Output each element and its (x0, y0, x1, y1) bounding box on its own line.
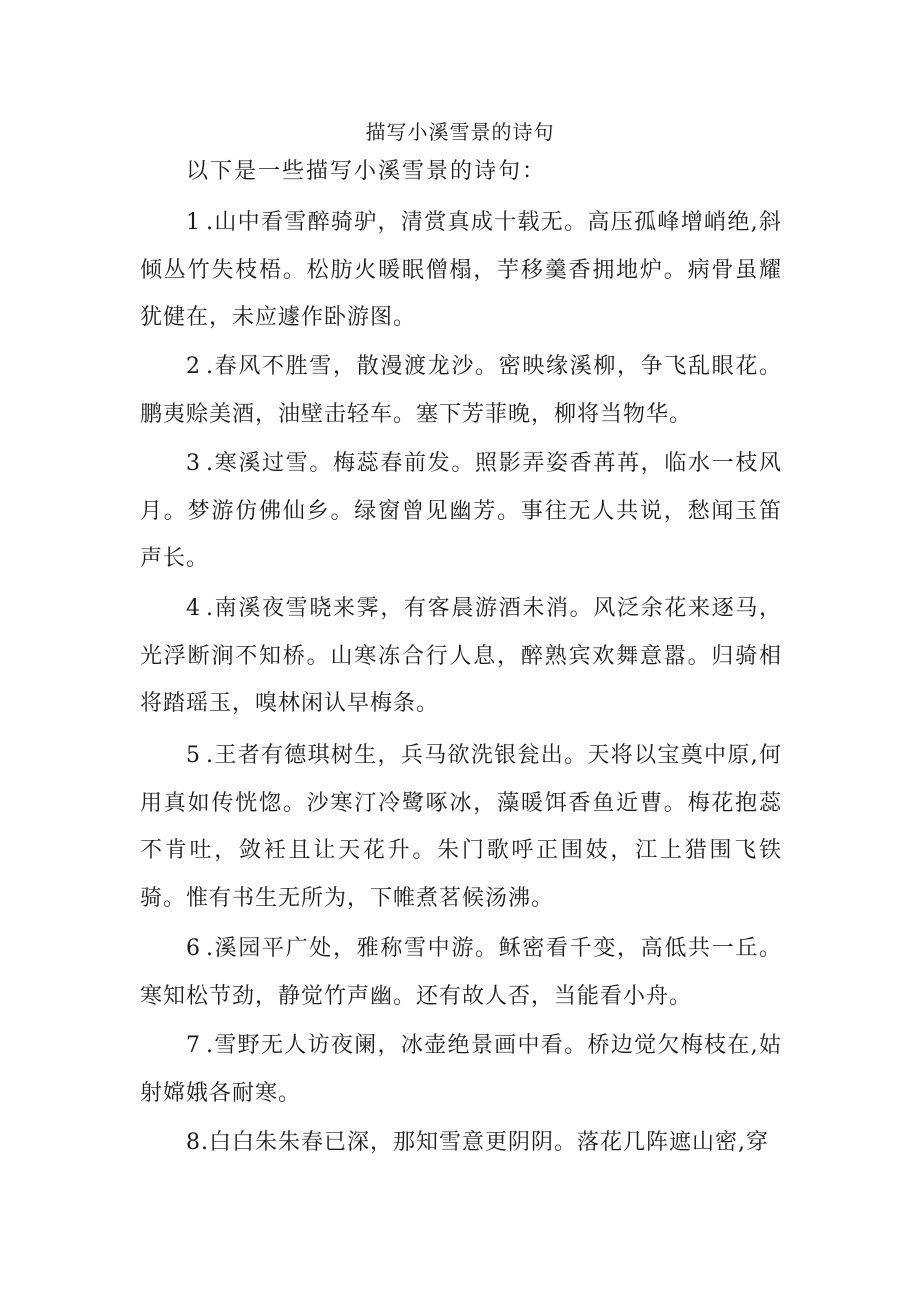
poem-number: 3 (186, 451, 206, 476)
intro-text: 以下是一些描写小溪雪景的诗句： (186, 159, 547, 184)
poem-2 (140, 343, 782, 438)
poem-text: .春风不胜雪，散漫渡龙沙。密映缘溪柳，争飞乱眼花。鹏夷赊美酒，油壁击轻车。塞下芳菲晚，柳将当物华。 (140, 354, 782, 427)
poem-number: 5 (186, 743, 206, 768)
poem-text: 白白朱朱春已深，那知雪意更阴阴。落花几阵遮山密,穿 (209, 1130, 769, 1155)
poem-4 (140, 585, 782, 728)
poem-3 (140, 440, 782, 583)
poem-7 (140, 1022, 782, 1117)
poem-text: .山中看雪醉骑驴，清赏真成十载无。高压孤峰增峭绝,斜倾丛竹失枝梧。松肪火暖眠僧榻，芋移羹香拥地炉。病骨虽耀犹健在，未应遽作卧游图。 (140, 210, 782, 330)
poem-text: .溪园平广处，雅称雪中游。稣密看千变，高低共一丘。寒知松节劲，静觉竹声幽。还有故人否，当能看小舟。 (140, 936, 782, 1009)
poem-text: .雪野无人访夜阑，冰壶绝景画中看。桥边觉欠梅枝在,姑射嫦娥各耐寒。 (140, 1033, 782, 1106)
poem-number: 4 (186, 596, 206, 621)
poem-5 (140, 732, 782, 922)
poem-text: .寒溪过雪。梅蕊春前发。照影弄姿香苒苒，临水一枝风月。梦游仿佛仙乡。绿窗曾见幽芳。事往无人共说，愁闻玉笛声长。 (140, 451, 782, 571)
poem-text: .王者有德琪树生，兵马欲洗银瓮出。天将以宝奠中原,何用真如传恍惚。沙寒汀冷鹭啄冰，藻暖饵香鱼近曹。梅花抱蕊不肯吐，敛衽且让天花升。朱门歌呼正围妓，江上猎围飞铁骑。惟有书生无所为，下帷煮茗候汤沸。 (140, 743, 782, 911)
poem-number: 1 (186, 210, 206, 235)
poem-number: 8. (186, 1130, 209, 1155)
poem-number: 2 (186, 354, 206, 379)
document-title: 描写小溪雪景的诗句 (365, 120, 555, 144)
poem-1 (140, 199, 782, 342)
poem-text: .南溪夜雪晓来霁，有客晨游酒未消。风泛余花来逐马，光浮断涧不知桥。山寒冻合行人息，醉熟宾欢舞意嚣。归骑相将踏瑶玉，嗅林闲认早梅条。 (140, 596, 782, 716)
poem-8 (140, 1119, 782, 1167)
poem-number: 6 (186, 936, 206, 961)
poem-number: 7 (186, 1033, 206, 1058)
poem-6 (140, 925, 782, 1020)
